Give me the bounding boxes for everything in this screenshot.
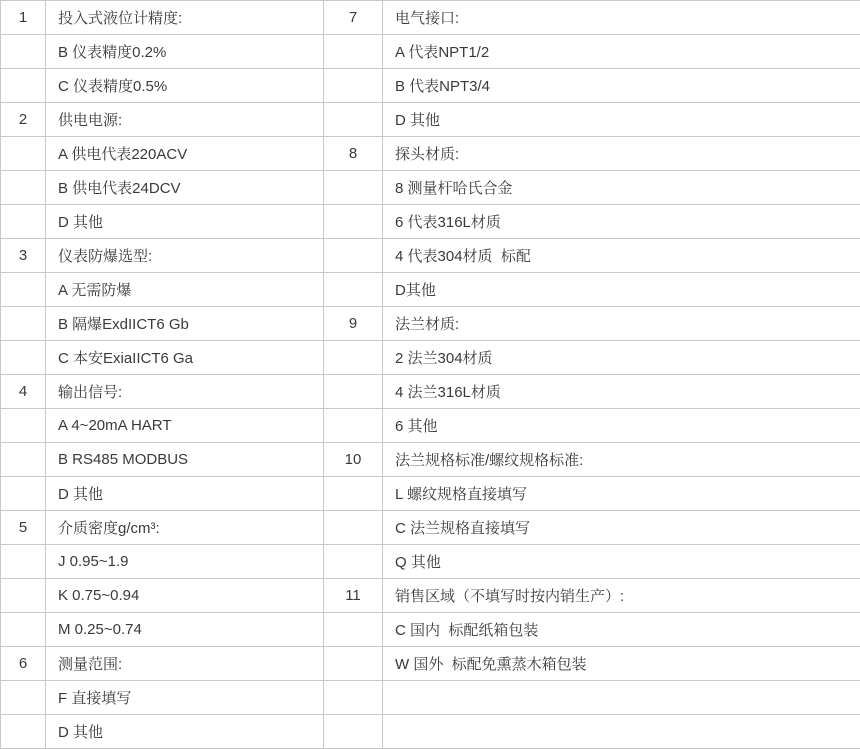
table-row <box>1 171 860 205</box>
spec-cell: Q 其他 <box>383 545 860 579</box>
index-cell <box>1 545 46 579</box>
index-cell <box>1 613 46 647</box>
spec-cell: 电气接口: <box>383 1 860 35</box>
index-cell <box>324 205 383 239</box>
table-row <box>1 307 860 341</box>
spec-cell: B 仪表精度0.2% <box>46 35 324 69</box>
index-cell <box>324 341 383 375</box>
spec-cell: 6 代表316L材质 <box>383 205 860 239</box>
spec-cell: 测量范围: <box>46 647 324 681</box>
index-cell <box>324 477 383 511</box>
table-row <box>1 69 860 103</box>
spec-cell: F 直接填写 <box>46 681 324 715</box>
spec-cell: 投入式液位计精度: <box>46 1 324 35</box>
spec-cell: 8 测量杆哈氏合金 <box>383 171 860 205</box>
index-cell: 2 <box>1 103 46 137</box>
spec-cell: C 本安ExiaIICT6 Ga <box>46 341 324 375</box>
spec-cell: C 仪表精度0.5% <box>46 69 324 103</box>
spec-cell: B 隔爆ExdIICT6 Gb <box>46 307 324 341</box>
index-cell <box>1 443 46 477</box>
table-row <box>1 341 860 375</box>
table-row <box>1 137 860 171</box>
index-cell: 9 <box>324 307 383 341</box>
index-cell: 1 <box>1 1 46 35</box>
spec-cell <box>383 715 860 749</box>
index-cell: 11 <box>324 579 383 613</box>
index-cell <box>324 613 383 647</box>
index-cell <box>324 647 383 681</box>
spec-cell: A 4~20mA HART <box>46 409 324 443</box>
spec-cell: 探头材质: <box>383 137 860 171</box>
table-row <box>1 375 860 409</box>
spec-cell: W 国外 标配免熏蒸木箱包装 <box>383 647 860 681</box>
index-cell <box>324 273 383 307</box>
table-row <box>1 511 860 545</box>
index-cell <box>324 35 383 69</box>
spec-cell: 介质密度g/cm³: <box>46 511 324 545</box>
spec-cell: 仪表防爆选型: <box>46 239 324 273</box>
spec-cell: A 无需防爆 <box>46 273 324 307</box>
index-cell <box>1 69 46 103</box>
spec-cell: D其他 <box>383 273 860 307</box>
index-cell <box>1 715 46 749</box>
spec-cell <box>383 681 860 715</box>
table-row <box>1 409 860 443</box>
table-row <box>1 715 860 749</box>
index-cell <box>1 205 46 239</box>
spec-cell: B 供电代表24DCV <box>46 171 324 205</box>
index-cell <box>1 307 46 341</box>
index-cell <box>1 341 46 375</box>
index-cell <box>1 579 46 613</box>
index-cell <box>1 137 46 171</box>
index-cell: 10 <box>324 443 383 477</box>
index-cell <box>1 171 46 205</box>
spec-cell: C 国内 标配纸箱包装 <box>383 613 860 647</box>
spec-cell: 法兰规格标准/螺纹规格标准: <box>383 443 860 477</box>
index-cell: 4 <box>1 375 46 409</box>
index-cell <box>1 273 46 307</box>
table-row <box>1 579 860 613</box>
index-cell <box>1 35 46 69</box>
spec-cell: M 0.25~0.74 <box>46 613 324 647</box>
table-row <box>1 273 860 307</box>
index-cell: 6 <box>1 647 46 681</box>
table-row <box>1 647 860 681</box>
spec-cell: 销售区域（不填写时按内销生产）: <box>383 579 860 613</box>
spec-cell: A 代表NPT1/2 <box>383 35 860 69</box>
index-cell <box>1 477 46 511</box>
table-row <box>1 239 860 273</box>
spec-cell: 输出信号: <box>46 375 324 409</box>
spec-cell: C 法兰规格直接填写 <box>383 511 860 545</box>
spec-cell: A 供电代表220ACV <box>46 137 324 171</box>
index-cell <box>324 375 383 409</box>
index-cell <box>1 681 46 715</box>
table-row <box>1 477 860 511</box>
spec-cell: 6 其他 <box>383 409 860 443</box>
index-cell: 8 <box>324 137 383 171</box>
index-cell <box>324 409 383 443</box>
spec-cell: J 0.95~1.9 <box>46 545 324 579</box>
index-cell <box>324 171 383 205</box>
spec-cell: D 其他 <box>46 205 324 239</box>
spec-cell: D 其他 <box>46 477 324 511</box>
index-cell <box>324 69 383 103</box>
table-row <box>1 1 860 35</box>
spec-cell: 法兰材质: <box>383 307 860 341</box>
index-cell: 3 <box>1 239 46 273</box>
index-cell <box>324 511 383 545</box>
index-cell <box>324 681 383 715</box>
index-cell <box>324 545 383 579</box>
table-row <box>1 443 860 477</box>
spec-table-body <box>1 1 860 749</box>
spec-cell: D 其他 <box>46 715 324 749</box>
table-row <box>1 103 860 137</box>
spec-cell: B RS485 MODBUS <box>46 443 324 477</box>
spec-cell: 供电电源: <box>46 103 324 137</box>
spec-cell: B 代表NPT3/4 <box>383 69 860 103</box>
spec-cell: 4 法兰316L材质 <box>383 375 860 409</box>
spec-cell: D 其他 <box>383 103 860 137</box>
spec-cell: 4 代表304材质 标配 <box>383 239 860 273</box>
spec-cell: 2 法兰304材质 <box>383 341 860 375</box>
index-cell: 7 <box>324 1 383 35</box>
index-cell <box>1 409 46 443</box>
table-row <box>1 681 860 715</box>
spec-cell: K 0.75~0.94 <box>46 579 324 613</box>
table-row <box>1 205 860 239</box>
table-row <box>1 613 860 647</box>
index-cell <box>324 715 383 749</box>
index-cell <box>324 103 383 137</box>
index-cell <box>324 239 383 273</box>
table-row <box>1 545 860 579</box>
index-cell: 5 <box>1 511 46 545</box>
table-row <box>1 35 860 69</box>
spec-cell: L 螺纹规格直接填写 <box>383 477 860 511</box>
